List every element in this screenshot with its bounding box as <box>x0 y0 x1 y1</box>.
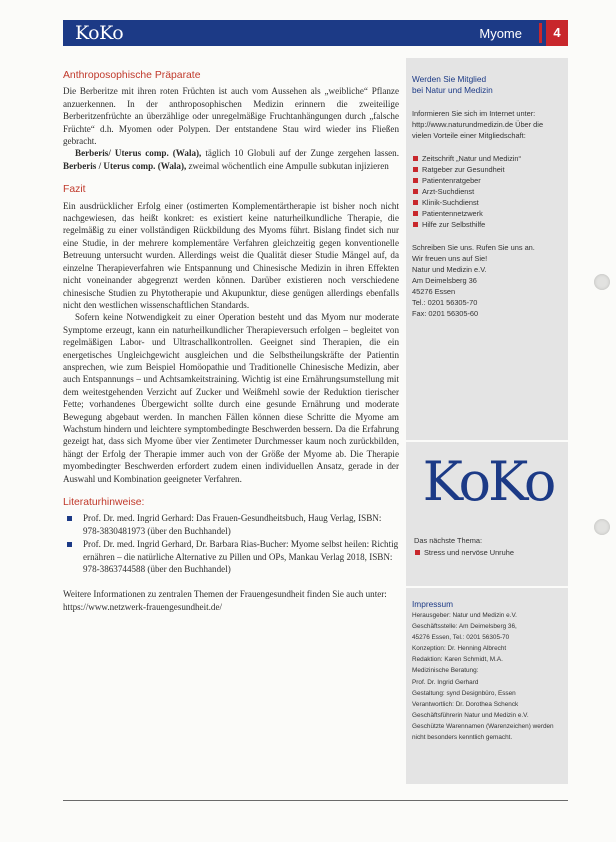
membership-intro: Informieren Sie sich im Internet unter: http://www.naturundmedizin.de Über die vielen Vorteile einer Mitgliedschaft: <box>412 109 544 140</box>
bottom-rule <box>63 800 568 801</box>
koko-logo: KoKo <box>422 450 554 513</box>
contact-line: 45276 Essen <box>412 287 456 296</box>
paragraph-berberitze: Die Berberitze mit ihren roten Früchten ist auch vom Aussehen als „weibliche“ Pflanze anzuerkennen. In der anthroposophischen Medizin erinnern die zweiteilige Berberitzenfrüchte an überzählige oder unregelmäßige Fruchtanhängungen durch „falsche Früchte“ d.h. Myomen oder Polypen. Der entstandene Stau wird wieder ins Fließen gebracht. <box>63 86 399 147</box>
imprint-box <box>412 598 564 743</box>
imprint-line: Prof. Dr. Ingrid Gerhard <box>412 678 479 686</box>
imprint-title: Impressum <box>412 599 454 609</box>
imprint-line: Geschützte Warennamen (Warenzeichen) werden nicht besonders kenntlich gemacht. <box>412 722 554 742</box>
contact-line: Wir freuen uns auf Sie! <box>412 254 488 263</box>
dosage-text-1: täglich 10 Globuli auf der Zunge zergehen lassen. <box>201 148 399 159</box>
benefit-item: Hilfe zur Selbsthilfe <box>412 219 562 230</box>
next-topic-list <box>414 547 564 559</box>
imprint-line: Gestaltung: synd Designbüro, Essen <box>412 689 516 697</box>
main-article <box>63 70 399 613</box>
dosage-text-2: zweimal wöchentlich eine Ampulle subkutan injizieren <box>186 160 389 171</box>
benefit-item: Zeitschrift „Natur und Medizin“ <box>412 153 562 164</box>
next-topic-box <box>414 535 564 559</box>
contact-line: Tel.: 0201 56305-70 <box>412 298 478 307</box>
heading-anthroposophische: Anthroposophische Präparate <box>63 70 201 81</box>
imprint-line: 45276 Essen, Tel.: 0201 56305-70 <box>412 634 510 642</box>
membership-subtitle: bei Natur und Medizin <box>412 85 493 95</box>
reference-list <box>63 512 399 575</box>
next-topic-item: Stress und nervöse Unruhe <box>414 547 564 559</box>
page-number <box>546 20 568 46</box>
header-bar <box>63 20 568 46</box>
further-info-link[interactable]: Weitere Informationen zu zentralen Themen der Frauengesundheit finden Sie auch unter: https://www.netzwerk-frauengesundheit.de/ <box>63 589 387 612</box>
benefit-list <box>412 153 562 230</box>
benefit-item: Klinik-Suchdienst <box>412 197 562 208</box>
section-title: Myome <box>479 26 522 41</box>
benefit-item: Patientennetzwerk <box>412 208 562 219</box>
page-separator <box>539 23 542 43</box>
punch-hole-bottom <box>594 519 610 535</box>
contact-line: Schreiben Sie uns. Rufen Sie uns an. <box>412 243 535 252</box>
heading-fazit: Fazit <box>63 184 86 196</box>
paragraph-berberis-dosage <box>63 147 399 172</box>
header-logo: KoKo <box>75 22 124 44</box>
sidebar-divider-1 <box>406 440 568 442</box>
paragraph-fazit-2: Sofern keine Notwendigkeit zu einer Operation besteht und das Myom nur moderate Symptome erzeugt, kann ein naturheilkundlicher Therapieversuch erfolgen – begleitet von regelmäßigen Labor- und Ultraschallkontrollen. Geeignet sind Therapien, die ein energetisches Ungleichgewicht ausgleichen und die Selbstheilungskräfte der Patientin ansprechen, wie zum Beispiel Homöopathie und Traditionelle Chinesische Medizin, aber auch Entspannungs – und Achtsamkeitstraining. Wichtig ist eine Ernährungsumstellung mit dem weitestgehenden Verzicht auf Zucker und Weißmehl sowie der Reduktion tierischer Fette; vorhandenes Übergewicht sollte durch eine gesunde Ernährung und moderate Bewegung abgebaut werden. In manchen Fällen können diese Schritte die Myome am Wachstum hindern und leichtere symptombedingte Beschwerden bessern. Da die Erfahrung gezeigt hat, dass sich Myome über vier Zentimeter Durchmesser kaum noch zurückbilden, hängt der Erfolg der Therapie immer auch von der Größe der Myome ab. Die Therapie myombedingter Beschwerden erfordert zudem einen individuellen Ansatz, gerade in der Auswahl und Kombination geeigneter Verfahren. <box>63 312 399 484</box>
imprint-line: Verantwortlich: Dr. Dorothea Schenck <box>412 700 519 708</box>
paragraph-fazit-1: Ein ausdrücklicher Erfolg einer (ostimerten Komplementärtherapie ist bisher noch nicht nachgewiesen, das heißt konkret: es existiert keine naturheilkundliche Therapie, die regelmäßig zu einer vollständigen Rückbildung des Myoms führt. Bislang findet sich nur eine Studie, in der mehrere komplementäre Verfahren gleichzeitig gegen konventionelle Betreuung untersucht wurden. Allerdings weist die Qualität dieser Studie Mängel auf, da einzelne Therapieverfahren wie Entspannung und Chinesische Medizin in ihren Effekten nicht voneinander abgegrenzt werden können. Darüber existieren noch verschiedene chinesische Studien zu Phytotherapie und Akupunktur, diese genügen allerdings ebenfalls nicht den westlichen wissenschaftlichen Standards. <box>63 200 399 310</box>
next-topic-label: Das nächste Thema: <box>414 536 483 545</box>
heading-literatur: Literaturhinweise: <box>63 497 145 508</box>
product-name-1: Berberis/ Uterus comp. (Wala), <box>75 148 202 159</box>
imprint-line: Medizinische Beratung: <box>412 667 479 675</box>
contact-line: Fax: 0201 56305-60 <box>412 309 479 318</box>
contact-line: Natur und Medizin e.V. <box>412 265 487 274</box>
contact-line: Am Deimelsberg 36 <box>412 276 477 285</box>
reference-item: Prof. Dr. med. Ingrid Gerhard, Dr. Barbara Rias-Bucher: Myome selbst heilen: Richtig ernähren – die natürliche Alternative zu Pillen und OPs, Mankau Verlag 2018, ISBN: 978-3863744588 (über den Buchhandel) <box>63 538 399 575</box>
imprint-line: Geschäftsführerin Natur und Medizin e.V. <box>412 711 529 719</box>
sidebar-divider-2 <box>406 586 568 588</box>
imprint-line: Herausgeber: Natur und Medizin e.V. <box>412 612 517 619</box>
membership-title: Werden Sie Mitglied <box>412 74 487 84</box>
benefit-item: Ratgeber zur Gesundheit <box>412 164 562 175</box>
imprint-line: Geschäftsstelle: Am Deimelsberg 36, <box>412 623 517 631</box>
imprint-line: Konzeption: Dr. Henning Albrecht <box>412 645 507 653</box>
benefit-item: Patientenratgeber <box>412 175 562 186</box>
membership-box <box>412 74 562 319</box>
punch-hole-top <box>594 274 610 290</box>
imprint-line: Redaktion: Karen Schmidt, M.A. <box>412 656 503 664</box>
page-number-text: 4 <box>553 25 561 40</box>
reference-item: Prof. Dr. med. Ingrid Gerhard: Das Frauen-Gesundheitsbuch, Haug Verlag, ISBN: 978-3830481973 (über den Buchhandel) <box>63 512 399 537</box>
benefit-item: Arzt-Suchdienst <box>412 186 562 197</box>
product-name-2: Berberis / Uterus comp. (Wala), <box>63 160 187 171</box>
